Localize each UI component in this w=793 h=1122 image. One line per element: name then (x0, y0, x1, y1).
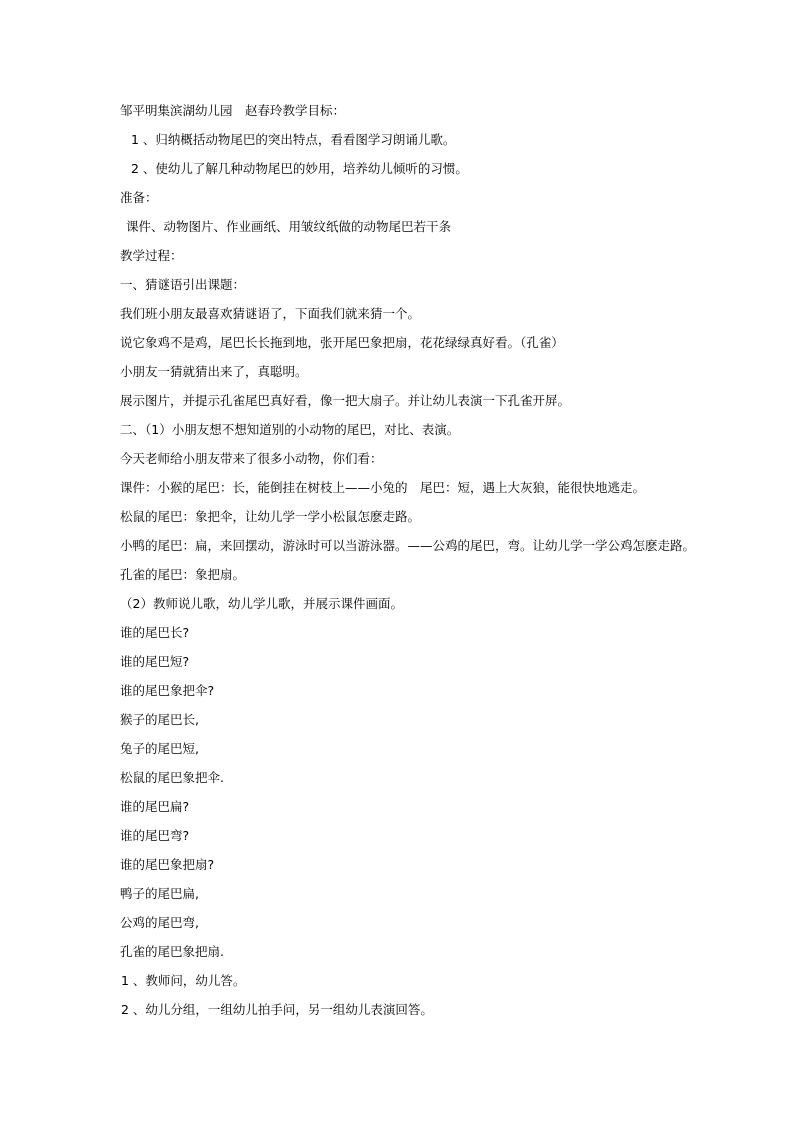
rhyme-line: 公鸡的尾巴弯, (120, 915, 199, 930)
rhyme-line: 鸭子的尾巴扁, (120, 886, 199, 901)
section-1-heading: 一、猜谜语引出课题： (120, 277, 246, 292)
process-heading: 教学过程： (120, 248, 183, 263)
rhyme-line: 谁的尾巴长? (120, 625, 190, 640)
paragraph: 课件：小猴的尾巴：长，能倒挂在树枝上——小兔的 尾巴：短，遇上大灰狼，能很快地逃走。 (120, 480, 646, 495)
rhyme-line: 猴子的尾巴长, (120, 712, 199, 727)
objective-2: 2 、使幼儿了解几种动物尾巴的妙用，培养幼儿倾听的习惯。 (131, 161, 468, 176)
paragraph: 松鼠的尾巴：象把伞，让幼儿学一学小松鼠怎麽走路。 (120, 509, 421, 524)
paragraph: 今天老师给小朋友带来了很多小动物，你们看： (120, 451, 383, 466)
rhyme-line: 谁的尾巴象把扇? (120, 857, 215, 872)
rhyme-line: 孔雀的尾巴象把扇. (120, 944, 224, 959)
rhyme-line: 谁的尾巴弯? (120, 828, 190, 843)
objective-1: 1 、归纳概括动物尾巴的突出特点，看看图学习朗诵儿歌。 (131, 132, 456, 147)
rhyme-line: 松鼠的尾巴象把伞. (120, 770, 224, 785)
preparation-text: 课件、动物图片、作业画纸、用皱纹纸做的动物尾巴若干条 (126, 219, 452, 234)
activity-1: 1 、教师问，幼儿答。 (121, 973, 246, 988)
activity-2: 2 、幼儿分组，一组幼儿拍手问，另一组幼儿表演回答。 (121, 1002, 433, 1017)
rhyme-line: 谁的尾巴扁? (120, 799, 190, 814)
rhyme-line: 谁的尾巴象把伞? (120, 683, 215, 698)
paragraph: 展示图片，并提示孔雀尾巴真好看，像一把大扇子。并让幼儿表演一下孔雀开屏。 (120, 393, 571, 408)
paragraph: 我们班小朋友最喜欢猜谜语了，下面我们就来猜一个。 (120, 306, 421, 321)
paragraph: 孔雀的尾巴：象把扇。 (120, 567, 246, 582)
rhyme-line: 兔子的尾巴短, (120, 741, 199, 756)
paragraph: 小鸭的尾巴：扁，来回摆动，游泳时可以当游泳器。——公鸡的尾巴，弯。让幼儿学一学公鸡怎麽走路。 (120, 538, 696, 553)
riddle-text: 说它象鸡不是鸡，尾巴长长拖到地，张开尾巴象把扇，花花绿绿真好看。（孔雀） (120, 335, 564, 350)
paragraph: 小朋友一猜就猜出来了，真聪明。 (120, 364, 308, 379)
section-2-heading: 二、（1）小朋友想不想知道别的小动物的尾巴，对比、表演。 (120, 422, 460, 437)
preparation-heading: 准备： (120, 190, 158, 205)
rhyme-line: 谁的尾巴短? (120, 654, 190, 669)
paragraph: （2）教师说儿歌，幼儿学儿歌，并展示课件画面。 (120, 596, 403, 611)
document-heading: 邹平明集滨湖幼儿园 赵春玲教学目标： (120, 103, 346, 118)
